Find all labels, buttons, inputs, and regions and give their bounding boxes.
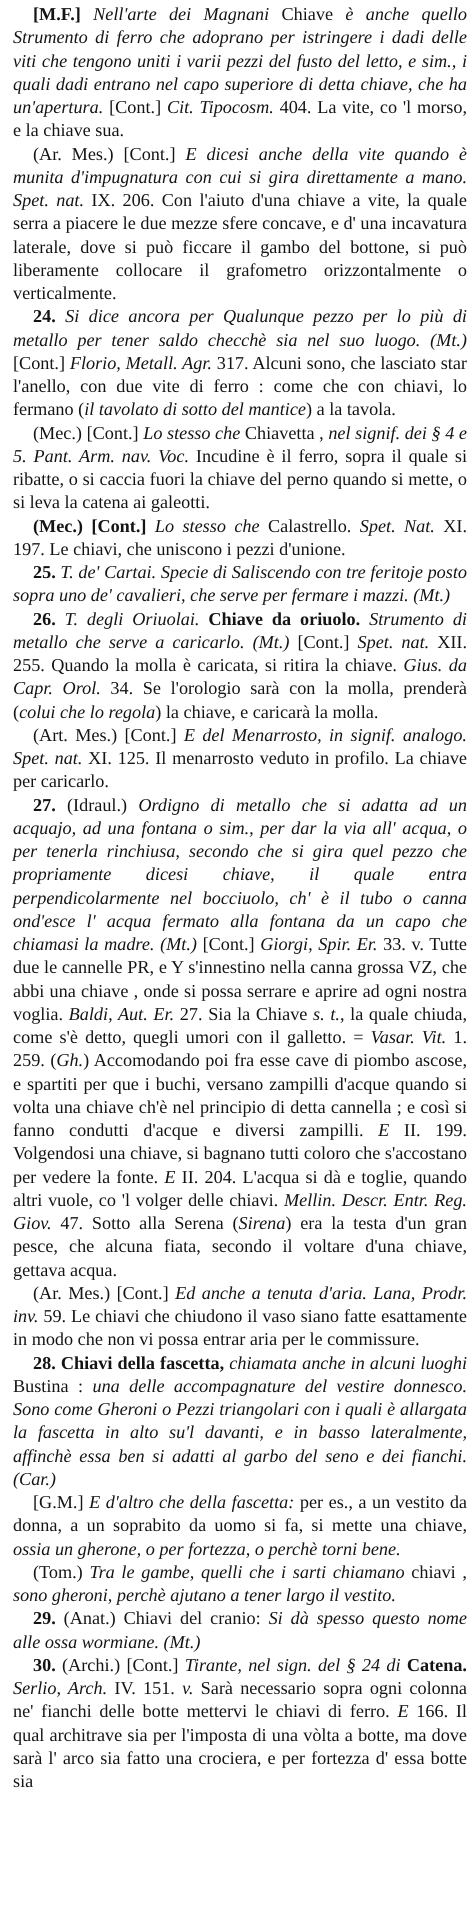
entry-text-segment: Tirante, nel sign. del § 24 di	[184, 1654, 401, 1675]
entry-text-segment: ) a la tavola.	[305, 399, 396, 420]
entry-text-segment: Tra le gambe, quelli che i sarti chiamano	[89, 1561, 405, 1582]
entry-text-segment: [Cont.]	[289, 631, 358, 652]
entry-text-segment: è anche quello Strumento di ferro che adoprano per istringere i dadi delle viti che tengono uniti i varii pezzi del fusto del letto, e sim., i quali dadi entrano nel capo superiore di detta chiave, che ha un'apertura.	[13, 4, 467, 117]
entry-paragraph	[13, 305, 467, 421]
entry-text-segment: (Mec.) [Cont.]	[33, 515, 155, 536]
entry-paragraph	[13, 1561, 467, 1608]
entry-paragraph	[13, 3, 467, 143]
entry-text-segment: colui che lo regola	[19, 701, 156, 722]
entry-text-segment: [M.F.]	[33, 4, 94, 24]
entry-text-segment: [Cont.]	[103, 97, 167, 117]
entry-paragraph	[13, 608, 467, 724]
entry-text-segment: 404. La vite, co 'l morso, e la chiave sua.	[13, 97, 467, 141]
entry-text-segment: 30.	[33, 1654, 56, 1675]
entry-paragraph	[13, 515, 467, 562]
entry-text-segment: 34. Se l'orologio sarà con la molla, prenderà (	[13, 678, 467, 722]
entry-text-segment: v.	[182, 1678, 194, 1698]
entry-text-segment: 27. Sia la Chiave	[174, 1003, 314, 1024]
entry-text-segment: per es., a un vestito da donna, a un soprabito da uomo si fa, si mette una chiave,	[13, 1492, 468, 1536]
entry-paragraph	[13, 724, 467, 794]
entry-text-segment: 26.	[33, 608, 56, 629]
entry-text-segment: Mellin. Descr. Entr. Reg. Giov.	[13, 1189, 467, 1233]
entry-text-segment: 317. Alcuni sono, che lasciato star l'anello, con due vite di ferro : come che con chiavi, lo fermano (	[13, 352, 467, 420]
entry-text-segment: (Mec.) [Cont.]	[33, 422, 144, 443]
entry-text-segment: Si dice ancora per Qualunque pezzo per lo più di metallo per tener saldo checchè sia nel suo luogo. (Mt.)	[13, 306, 467, 350]
entry-paragraph	[13, 561, 467, 608]
entry-text-segment: Gius. da Capr. Orol.	[13, 655, 467, 699]
entry-text-segment: XII. 255. Quando la molla è caricata, si ritira la chiave.	[13, 631, 467, 675]
entry-text-segment: XI. 197. Le chiavi, che uniscono i pezzi d'unione.	[13, 515, 468, 559]
entry-paragraph	[13, 422, 467, 515]
entry-text-segment: Serlio, Arch.	[13, 1678, 108, 1698]
entry-text-segment: Giorgi, Spir. Er.	[260, 934, 378, 954]
entry-paragraph	[13, 1282, 467, 1352]
entry-text-segment: una delle accompagnature del vestire donnesco. Sono come Gheroni o Pezzi triangolari con i quali è allargata la fascetta in alto su'l davanti, e in basso lateralmente, affinchè essa ben si adatti al garbo del seno e dei fianchi. (Car.)	[13, 1375, 467, 1489]
entry-text-segment: II. 204. L'acqua si dà e toglie, quando altri vuole, co 'l volger delle chiavi.	[13, 1166, 467, 1210]
entry-text-segment: 28. Chiavi della fascetta,	[33, 1352, 225, 1373]
entry-text-segment: Catena.	[400, 1654, 467, 1675]
entry-paragraph	[13, 1607, 467, 1654]
entry-text-segment: E dicesi anche della vite quando è munita d'impugnatura con cui si gira direttamente a mano. Spet. nat.	[13, 143, 468, 210]
entry-text-segment: Florio, Metall. Agr.	[69, 352, 212, 373]
entry-text-segment: (Tom.)	[33, 1561, 90, 1582]
entry-text-segment: 47. Sotto alla Serena (	[51, 1213, 239, 1233]
entry-text-segment: (Ar. Mes.) [Cont.]	[33, 143, 186, 164]
entry-text-segment: nel signif. dei § 4 e 5. Pant. Arm. nav. Voc.	[13, 422, 467, 466]
entry-text-segment: Incudine è il ferro, sopra il quale si ribatte, o si caccia fuori la chiave del perno quando si mette, o si leva la catena ai galeotti.	[13, 445, 467, 513]
entry-text-segment: 27.	[33, 794, 56, 815]
entry-text-segment: , la quale chiuda, come s'è detto, quegli umori con il galletto. =	[13, 1003, 467, 1047]
entry-text-segment: [G.M.]	[33, 1492, 90, 1512]
entry-text-segment: 59. Le chiavi che chiudono il vaso siano fatte esattamente in modo che non vi possa entrar aria per le commissure.	[13, 1306, 467, 1350]
entry-text-segment: (Archi.) [Cont.]	[55, 1654, 185, 1675]
entry-text-segment: Bustina :	[13, 1375, 93, 1396]
entry-text-segment: (Ar. Mes.) [Cont.]	[33, 1282, 176, 1303]
entry-text-segment: ) era la testa d'un gran pesce, che alcuna fiata, secondo il voltare d'una chiave, gettava acqua.	[13, 1213, 467, 1280]
entry-text-segment: 29.	[33, 1608, 56, 1629]
entry-text-segment: Cit. Tipocosm.	[166, 97, 274, 117]
entry-text-segment: 166. Il qual architrave sia per l'imposta di una vòlta a botte, ma dove sarà l' arco sia fatto una crociera, e per fortezza d' essa botte sia	[13, 1701, 467, 1791]
entry-text-segment: (Idraul.)	[55, 794, 139, 815]
entry-text-segment: Si dà spesso questo nome alle ossa wormiane. (Mt.)	[13, 1608, 467, 1652]
entry-text-segment: Calastrello.	[259, 515, 360, 536]
entry-text-segment: T. de' Cartai. Specie di Saliscendo con tre feritoje posto sopra uno de' cavalieri, che serve per fermare i mazzi. (Mt.)	[13, 562, 467, 606]
entry-paragraph	[13, 1491, 467, 1561]
entry-text-segment: (Art. Mes.) [Cont.]	[33, 724, 184, 745]
entry-text-segment: Baldi, Aut. Er.	[68, 1003, 175, 1024]
entry-text-segment: Gh.	[56, 1050, 84, 1071]
entry-text-segment: [Cont.]	[196, 934, 261, 954]
entry-text-segment: Lo stesso che	[143, 422, 241, 443]
entry-text-segment: Spet. Nat.	[359, 515, 435, 536]
entry-text-segment: T. degli Oriuolai.	[55, 608, 200, 629]
entry-text-segment: Lo stesso che	[154, 515, 260, 536]
entry-text-segment: Chiave da oriuolo.	[199, 608, 361, 629]
entry-paragraph	[13, 1654, 467, 1794]
entry-text-segment: Chiavetta ,	[240, 422, 329, 443]
entry-text-segment: E	[397, 1701, 409, 1722]
entry-text-segment: Nell'arte dei Magnani	[93, 4, 270, 24]
entry-text-segment: Ed anche a tenuta d'aria. Lana, Prodr. inv.	[13, 1282, 467, 1326]
entry-text-segment: (Anat.) Chiavi del cranio:	[55, 1608, 269, 1629]
entry-text-segment: Chiave	[269, 4, 346, 24]
entry-text-segment: chiamata anche in alcuni luoghi	[224, 1352, 467, 1373]
entry-paragraph	[13, 143, 467, 306]
entry-paragraph	[13, 794, 467, 1282]
entry-text-segment: [Cont.]	[13, 352, 70, 373]
entry-text-segment: Spet. nat.	[357, 631, 430, 652]
entry-text-segment: Sirena	[238, 1213, 286, 1233]
entry-text-segment: XI. 125. Il menarrosto veduto in profilo. La chiave per caricarlo.	[13, 748, 467, 792]
entry-text-segment: 25.	[33, 562, 56, 582]
entry-text-segment: Sarà necessario sopra ogni colonna ne' fianchi delle botte mettervi le chiavi di ferro.	[13, 1678, 467, 1722]
entry-text-segment: ossia un gherone, o per fortezza, o perchè torni bene.	[13, 1538, 401, 1559]
entry-text-segment: sono gheroni, perchè ajutano a tener largo il vestito.	[13, 1585, 396, 1605]
entry-text-segment: il tavolato di sotto del mantice	[84, 399, 306, 420]
entry-text-segment: s. t.	[313, 1003, 340, 1024]
entry-paragraph	[13, 1352, 467, 1492]
entry-text-segment: 1. 259. (	[13, 1027, 467, 1071]
entry-text-segment: Ordigno di metallo che si adatta ad un acquajo, ad una fontana o sim., per dar la via all' acqua, o per tenerla rinchiusa, secondo che si gira quel pezzo che propriamente dicesi chiave, il quale entra perpendicolarmente nel bocciuolo, ch' è il tubo o canna ond'esce l' acqua fermato alla fontana da un capo che chiamasi la madre. (Mt.)	[13, 794, 467, 954]
entry-text-segment: E	[164, 1166, 176, 1187]
entry-text-segment: E del Menarrosto, in signif. analogo. Spet. nat.	[13, 724, 467, 768]
entry-text-segment: ) Accomodando poi fra esse cave di piombo ascose, e spartiti per que i buchi, versano zampilli d'acque quando si volta una chiave ch'è nel principio di detta cannella ; e così si fanno condutti d'acque e diversi zampilli.	[13, 1050, 468, 1140]
entry-text-segment: E d'altro che della fascetta:	[89, 1492, 295, 1512]
entry-text-segment: Strumento di metallo che serve a caricarlo. (Mt.)	[13, 608, 467, 652]
entry-text-segment: 24.	[33, 306, 56, 327]
entry-text-segment: II. 199. Volgendosi una chiave, si bagnano tutti coloro che s'accostano per vedere la fonte.	[13, 1120, 467, 1187]
entry-text-segment: IX. 206. Con l'aiuto d'una chiave a vite, la quale serra a piacere le due mezze sfere concave, e d' una incavatura laterale, dove si può ficcare il gambo del bottone, si può liberamente collocare il grafometro orizzontalmente o verticalmente.	[13, 190, 467, 303]
entry-text-segment: chiavi ,	[404, 1561, 467, 1582]
entry-text-segment: 33. v. Tutte due le cannelle PR, e Y s'innestino nella canna grossa VZ, che abbi una chiave , onde si possa serrare e aprire ad ogni nostra voglia.	[13, 934, 467, 1024]
entry-text-segment: E	[378, 1120, 390, 1140]
entry-text-segment: Vasar. Vit.	[370, 1027, 447, 1047]
entry-text-segment: IV. 151.	[107, 1678, 183, 1698]
entry-text-segment: ) la chiave, e caricarà la molla.	[155, 701, 379, 722]
